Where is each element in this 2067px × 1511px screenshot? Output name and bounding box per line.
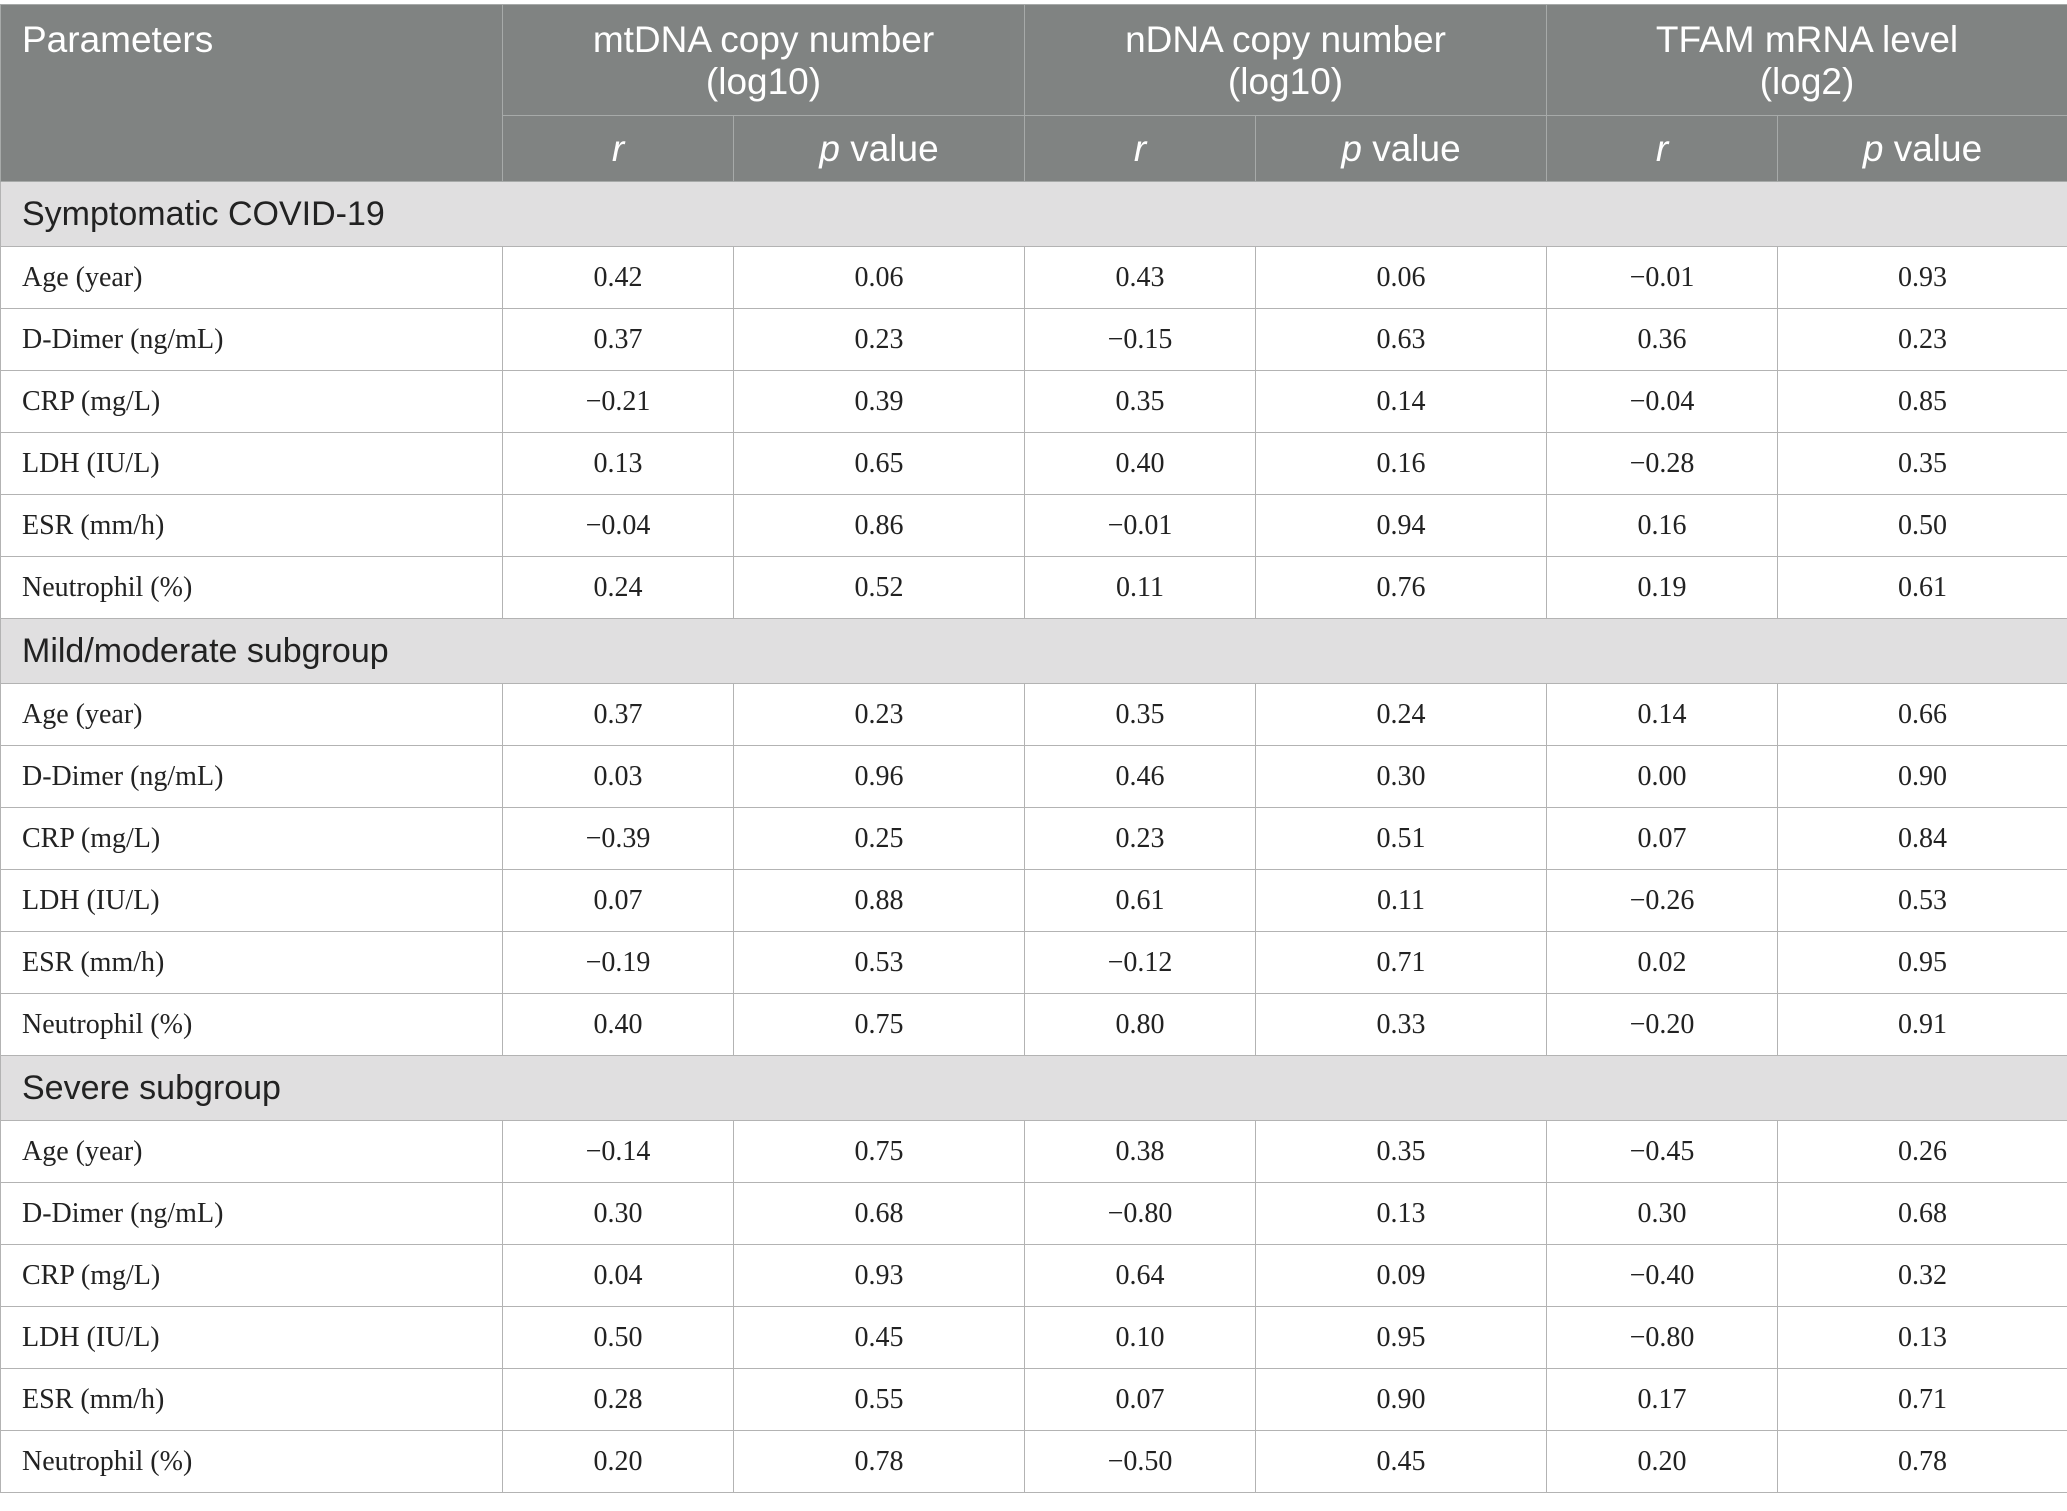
- ndna-p-cell: 0.24: [1256, 684, 1547, 746]
- table-header: [1, 5, 2067, 182]
- mtdna-p-cell: 0.88: [734, 870, 1025, 932]
- ndna-p-cell: 0.06: [1256, 247, 1547, 309]
- ndna-r-cell: 0.35: [1025, 371, 1256, 433]
- table-row: [1, 932, 2067, 994]
- ndna-p-cell: 0.16: [1256, 433, 1547, 495]
- table-row: [1, 684, 2067, 746]
- table-row: [1, 247, 2067, 309]
- ndna-p-cell: 0.76: [1256, 557, 1547, 619]
- tfam-r-header: [1547, 116, 1778, 182]
- ndna-r-cell: 0.23: [1025, 808, 1256, 870]
- parameter-label: CRP (mg/L): [1, 371, 503, 433]
- tfam-r-cell: 0.30: [1547, 1183, 1778, 1245]
- tfam-r-cell: −0.20: [1547, 994, 1778, 1056]
- tfam-header-line2: (log2): [1759, 61, 1855, 102]
- ndna-p-cell: 0.09: [1256, 1245, 1547, 1307]
- tfam-r-cell: −0.45: [1547, 1121, 1778, 1183]
- ndna-r-cell: 0.61: [1025, 870, 1256, 932]
- parameter-label: CRP (mg/L): [1, 808, 503, 870]
- tfam-r-cell: 0.16: [1547, 495, 1778, 557]
- tfam-p-cell: 0.13: [1778, 1307, 2067, 1369]
- parameter-label: Neutrophil (%): [1, 557, 503, 619]
- tfam-p-cell: 0.95: [1778, 932, 2067, 994]
- tfam-p-cell: 0.50: [1778, 495, 2067, 557]
- table-row: [1, 808, 2067, 870]
- tfam-p-cell: 0.78: [1778, 1431, 2067, 1493]
- parameter-label: Age (year): [1, 684, 503, 746]
- ndna-r-cell: 0.40: [1025, 433, 1256, 495]
- ndna-p-cell: 0.90: [1256, 1369, 1547, 1431]
- mtdna-p-cell: 0.68: [734, 1183, 1025, 1245]
- ndna-header-line2: (log10): [1227, 61, 1344, 102]
- parameters-header: [1, 5, 503, 182]
- mtdna-r-cell: −0.21: [503, 371, 734, 433]
- ndna-p-cell: 0.45: [1256, 1431, 1547, 1493]
- mtdna-p-header: [734, 116, 1025, 182]
- ndna-p-cell: 0.30: [1256, 746, 1547, 808]
- mtdna-p-cell: 0.06: [734, 247, 1025, 309]
- ndna-r-cell: −0.80: [1025, 1183, 1256, 1245]
- r-label: r: [1133, 127, 1147, 169]
- table-row: [1, 1307, 2067, 1369]
- mtdna-p-cell: 0.52: [734, 557, 1025, 619]
- ndna-r-cell: 0.10: [1025, 1307, 1256, 1369]
- mtdna-p-cell: 0.23: [734, 309, 1025, 371]
- tfam-r-cell: 0.07: [1547, 808, 1778, 870]
- table-row: [1, 371, 2067, 433]
- ndna-r-cell: 0.11: [1025, 557, 1256, 619]
- table-row: [1, 746, 2067, 808]
- mtdna-r-cell: 0.04: [503, 1245, 734, 1307]
- r-label: r: [1655, 127, 1669, 169]
- ndna-r-cell: 0.07: [1025, 1369, 1256, 1431]
- parameter-label: Age (year): [1, 1121, 503, 1183]
- parameter-label: ESR (mm/h): [1, 495, 503, 557]
- table-row: [1, 1183, 2067, 1245]
- tfam-p-cell: 0.23: [1778, 309, 2067, 371]
- table-row: [1, 1121, 2067, 1183]
- tfam-p-cell: 0.26: [1778, 1121, 2067, 1183]
- mtdna-r-cell: 0.13: [503, 433, 734, 495]
- section-title: Severe subgroup: [1, 1056, 2067, 1121]
- header-row-groups: [1, 5, 2067, 116]
- parameter-label: D-Dimer (ng/mL): [1, 309, 503, 371]
- p-label: p: [819, 127, 840, 169]
- parameter-label: LDH (IU/L): [1, 1307, 503, 1369]
- mtdna-p-cell: 0.78: [734, 1431, 1025, 1493]
- ndna-r-cell: 0.80: [1025, 994, 1256, 1056]
- ndna-r-cell: −0.01: [1025, 495, 1256, 557]
- mtdna-p-cell: 0.23: [734, 684, 1025, 746]
- mtdna-r-cell: −0.19: [503, 932, 734, 994]
- parameter-label: LDH (IU/L): [1, 433, 503, 495]
- tfam-r-cell: −0.26: [1547, 870, 1778, 932]
- tfam-r-cell: 0.20: [1547, 1431, 1778, 1493]
- p-value-label: value: [1883, 127, 1983, 169]
- mtdna-p-cell: 0.25: [734, 808, 1025, 870]
- mtdna-r-cell: 0.37: [503, 684, 734, 746]
- mtdna-p-cell: 0.55: [734, 1369, 1025, 1431]
- mtdna-p-cell: 0.86: [734, 495, 1025, 557]
- tfam-r-cell: −0.04: [1547, 371, 1778, 433]
- table-row: [1, 309, 2067, 371]
- tfam-p-cell: 0.91: [1778, 994, 2067, 1056]
- mtdna-r-cell: −0.39: [503, 808, 734, 870]
- mtdna-p-cell: 0.39: [734, 371, 1025, 433]
- ndna-p-header: [1256, 116, 1547, 182]
- table-row: [1, 1245, 2067, 1307]
- tfam-p-cell: 0.53: [1778, 870, 2067, 932]
- parameter-label: D-Dimer (ng/mL): [1, 746, 503, 808]
- parameters-header-label: Parameters: [22, 19, 214, 60]
- section-row: [1, 619, 2067, 684]
- r-label: r: [611, 127, 625, 169]
- mtdna-p-cell: 0.65: [734, 433, 1025, 495]
- mtdna-group-header: [503, 5, 1025, 116]
- ndna-r-cell: −0.50: [1025, 1431, 1256, 1493]
- p-label: p: [1341, 127, 1362, 169]
- table-row: [1, 870, 2067, 932]
- parameter-label: ESR (mm/h): [1, 1369, 503, 1431]
- tfam-p-cell: 0.35: [1778, 433, 2067, 495]
- tfam-r-cell: −0.40: [1547, 1245, 1778, 1307]
- tfam-p-cell: 0.90: [1778, 746, 2067, 808]
- mtdna-p-cell: 0.93: [734, 1245, 1025, 1307]
- ndna-p-cell: 0.35: [1256, 1121, 1547, 1183]
- mtdna-r-cell: 0.07: [503, 870, 734, 932]
- mtdna-p-cell: 0.75: [734, 1121, 1025, 1183]
- tfam-r-cell: −0.80: [1547, 1307, 1778, 1369]
- section-title: Symptomatic COVID-19: [1, 182, 2067, 247]
- mtdna-p-cell: 0.45: [734, 1307, 1025, 1369]
- ndna-r-cell: 0.43: [1025, 247, 1256, 309]
- tfam-p-cell: 0.93: [1778, 247, 2067, 309]
- tfam-r-cell: 0.00: [1547, 746, 1778, 808]
- correlation-table: [0, 4, 2067, 1493]
- mtdna-header-line2: (log10): [705, 61, 822, 102]
- ndna-group-header: [1025, 5, 1547, 116]
- tfam-r-cell: 0.02: [1547, 932, 1778, 994]
- tfam-header-line1: TFAM mRNA level: [1655, 19, 1959, 60]
- tfam-group-header: [1547, 5, 2067, 116]
- tfam-p-cell: 0.85: [1778, 371, 2067, 433]
- mtdna-header-line1: mtDNA copy number: [592, 19, 935, 60]
- mtdna-r-cell: 0.42: [503, 247, 734, 309]
- ndna-p-cell: 0.11: [1256, 870, 1547, 932]
- mtdna-r-cell: 0.30: [503, 1183, 734, 1245]
- tfam-r-cell: 0.14: [1547, 684, 1778, 746]
- ndna-r-cell: 0.64: [1025, 1245, 1256, 1307]
- mtdna-r-cell: 0.37: [503, 309, 734, 371]
- mtdna-r-cell: 0.40: [503, 994, 734, 1056]
- ndna-r-cell: 0.38: [1025, 1121, 1256, 1183]
- parameter-label: LDH (IU/L): [1, 870, 503, 932]
- section-row: [1, 182, 2067, 247]
- mtdna-r-cell: −0.04: [503, 495, 734, 557]
- parameter-label: ESR (mm/h): [1, 932, 503, 994]
- tfam-p-cell: 0.61: [1778, 557, 2067, 619]
- ndna-header-line1: nDNA copy number: [1125, 19, 1446, 60]
- ndna-r-cell: −0.12: [1025, 932, 1256, 994]
- parameter-label: Neutrophil (%): [1, 1431, 503, 1493]
- p-value-label: value: [1361, 127, 1461, 169]
- tfam-p-header: [1778, 116, 2067, 182]
- tfam-r-cell: 0.17: [1547, 1369, 1778, 1431]
- ndna-p-cell: 0.95: [1256, 1307, 1547, 1369]
- parameter-label: Age (year): [1, 247, 503, 309]
- parameter-label: Neutrophil (%): [1, 994, 503, 1056]
- ndna-p-cell: 0.14: [1256, 371, 1547, 433]
- tfam-r-cell: −0.28: [1547, 433, 1778, 495]
- tfam-r-cell: 0.19: [1547, 557, 1778, 619]
- ndna-p-cell: 0.71: [1256, 932, 1547, 994]
- ndna-p-cell: 0.33: [1256, 994, 1547, 1056]
- ndna-p-cell: 0.63: [1256, 309, 1547, 371]
- ndna-r-cell: 0.46: [1025, 746, 1256, 808]
- mtdna-r-cell: 0.03: [503, 746, 734, 808]
- mtdna-r-header: [503, 116, 734, 182]
- mtdna-r-cell: 0.20: [503, 1431, 734, 1493]
- mtdna-r-cell: −0.14: [503, 1121, 734, 1183]
- mtdna-r-cell: 0.28: [503, 1369, 734, 1431]
- tfam-p-cell: 0.68: [1778, 1183, 2067, 1245]
- table-row: [1, 433, 2067, 495]
- p-value-label: value: [839, 127, 939, 169]
- tfam-p-cell: 0.32: [1778, 1245, 2067, 1307]
- section-title: Mild/moderate subgroup: [1, 619, 2067, 684]
- mtdna-r-cell: 0.50: [503, 1307, 734, 1369]
- table-row: [1, 1369, 2067, 1431]
- tfam-p-cell: 0.66: [1778, 684, 2067, 746]
- parameter-label: D-Dimer (ng/mL): [1, 1183, 503, 1245]
- mtdna-r-cell: 0.24: [503, 557, 734, 619]
- parameter-label: CRP (mg/L): [1, 1245, 503, 1307]
- mtdna-p-cell: 0.53: [734, 932, 1025, 994]
- tfam-r-cell: −0.01: [1547, 247, 1778, 309]
- p-label: p: [1862, 127, 1884, 169]
- ndna-r-header: [1025, 116, 1256, 182]
- table-row: [1, 495, 2067, 557]
- ndna-p-cell: 0.51: [1256, 808, 1547, 870]
- ndna-r-cell: 0.35: [1025, 684, 1256, 746]
- mtdna-p-cell: 0.96: [734, 746, 1025, 808]
- table-row: [1, 557, 2067, 619]
- tfam-r-cell: 0.36: [1547, 309, 1778, 371]
- ndna-p-cell: 0.94: [1256, 495, 1547, 557]
- tfam-p-cell: 0.71: [1778, 1369, 2067, 1431]
- table-row: [1, 994, 2067, 1056]
- table-body: [1, 182, 2067, 1493]
- tfam-p-cell: 0.84: [1778, 808, 2067, 870]
- mtdna-p-cell: 0.75: [734, 994, 1025, 1056]
- table-row: [1, 1431, 2067, 1493]
- section-row: [1, 1056, 2067, 1121]
- ndna-r-cell: −0.15: [1025, 309, 1256, 371]
- ndna-p-cell: 0.13: [1256, 1183, 1547, 1245]
